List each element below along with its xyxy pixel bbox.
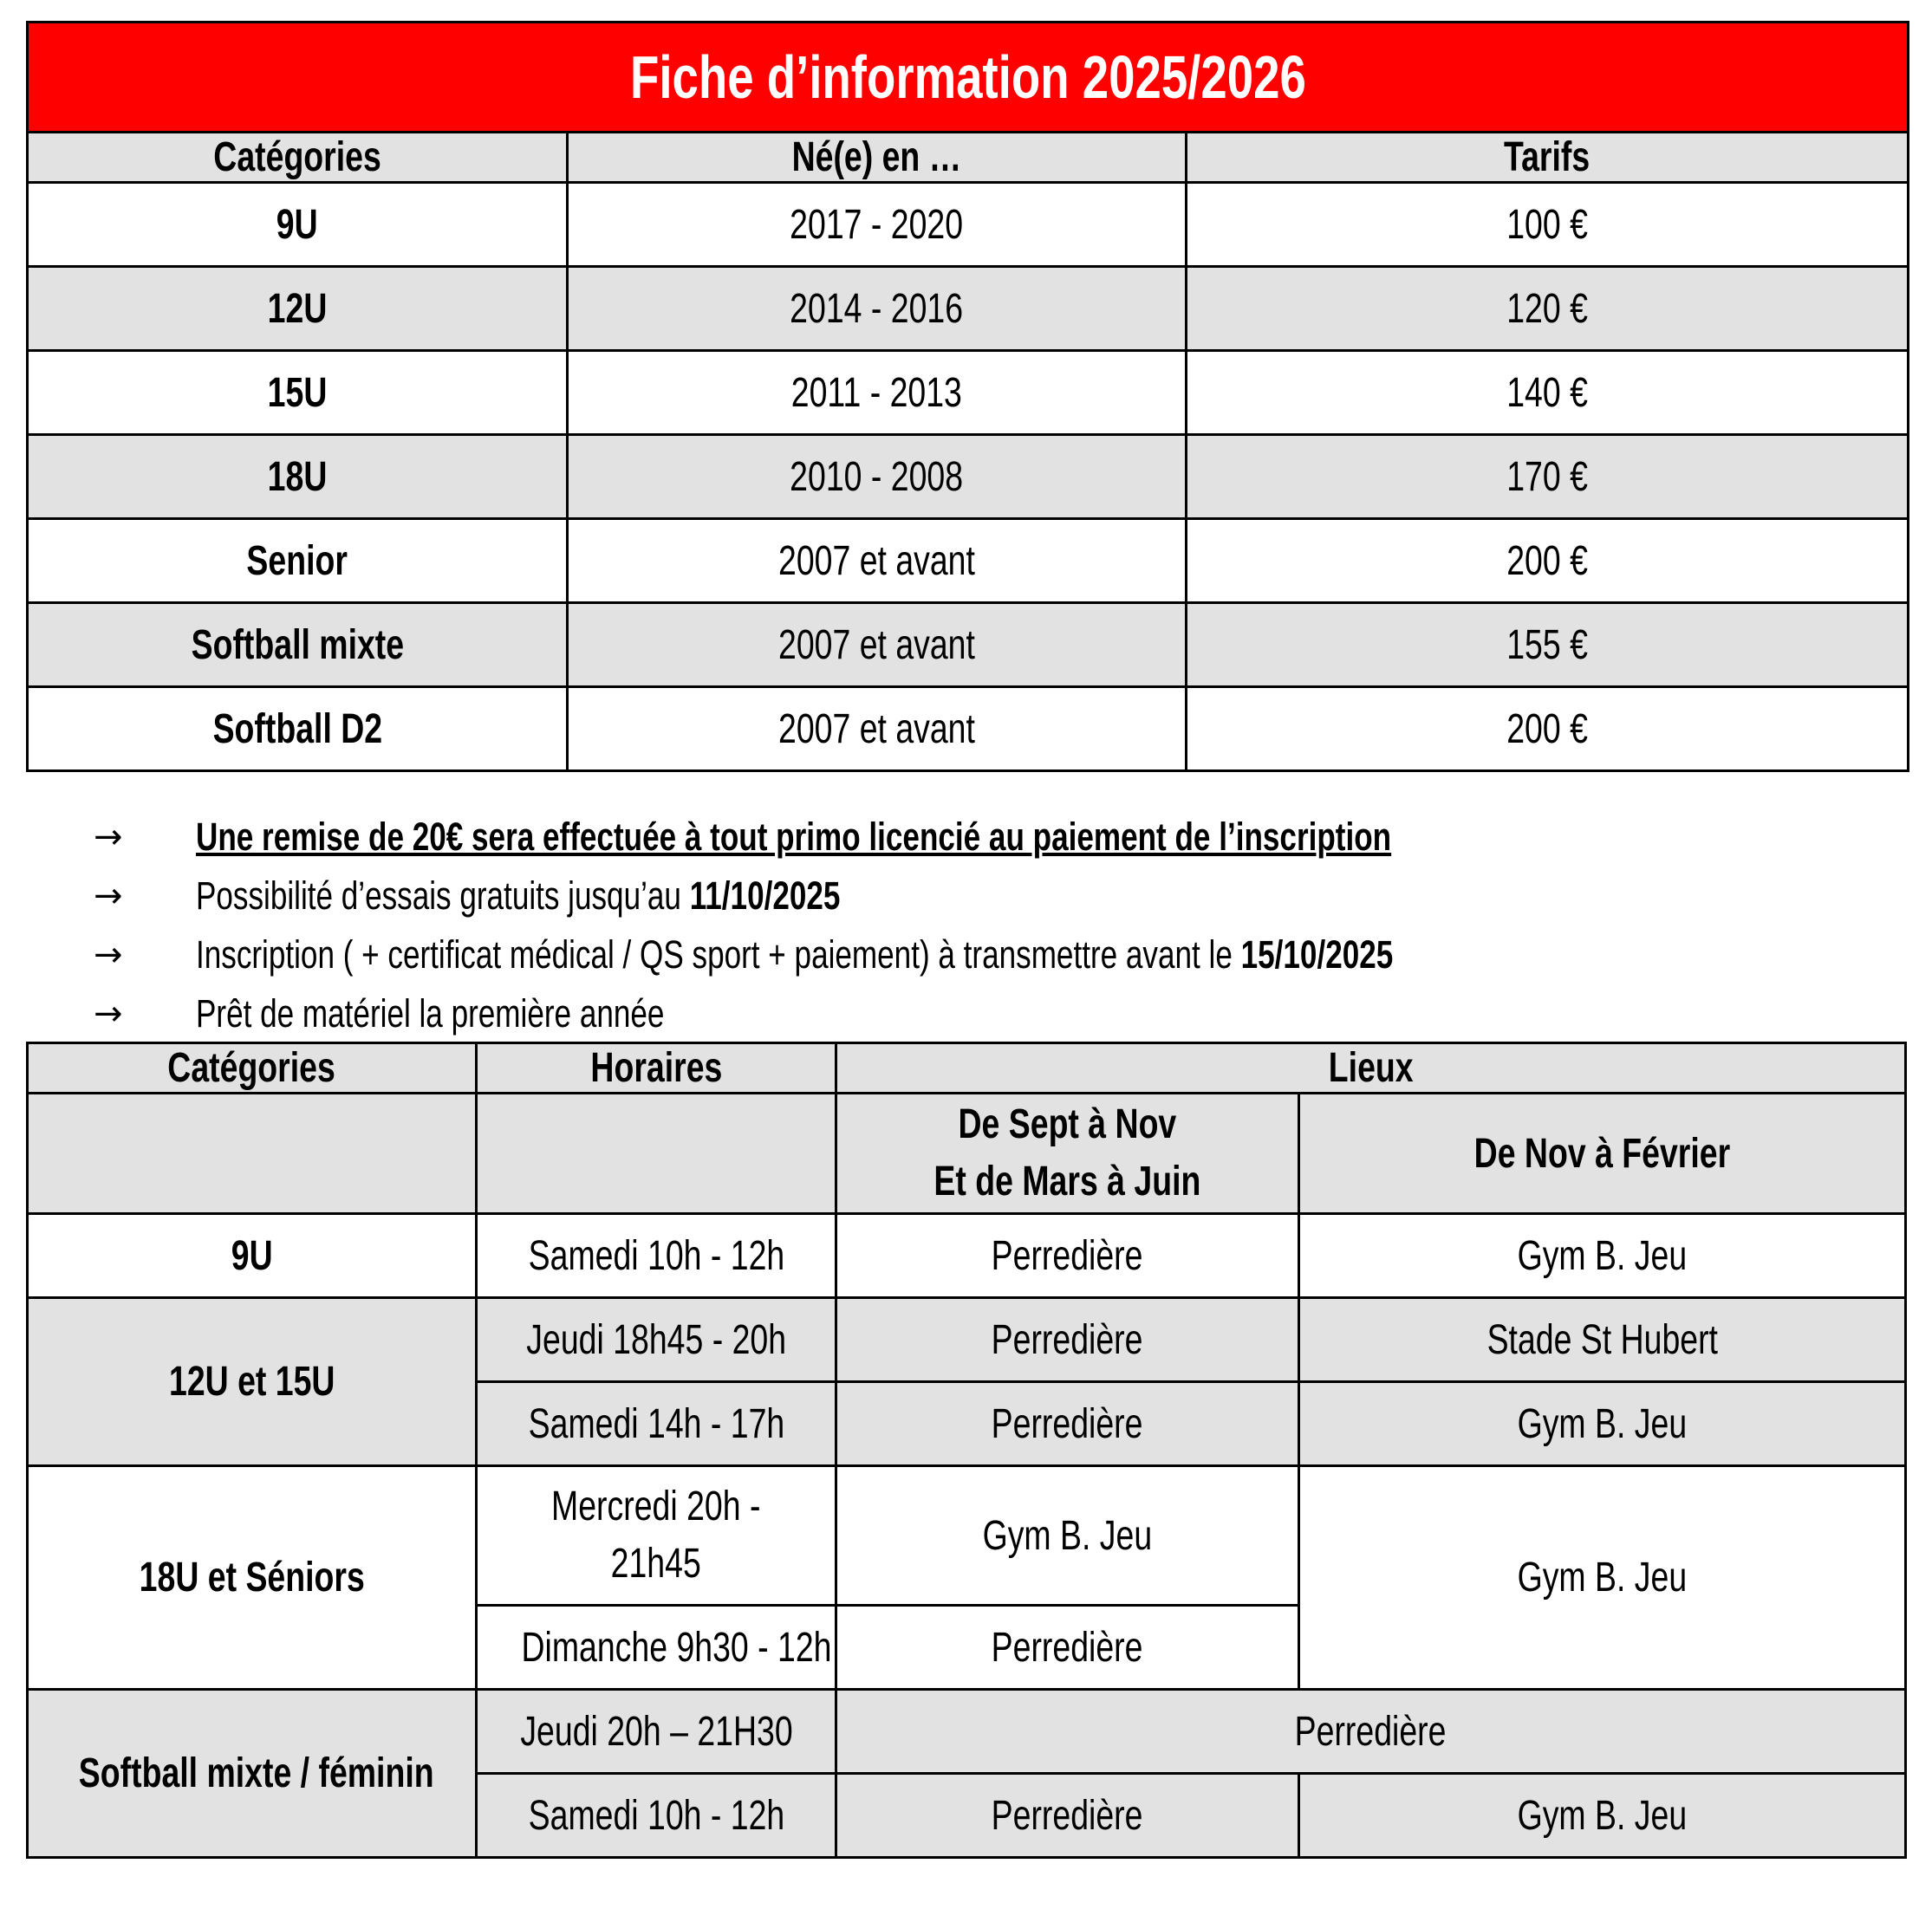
note-text: Une remise de 20€ sera effectuée à tout primo licencié au paiement de l’inscription <box>196 815 1392 859</box>
table-row <box>28 183 1909 267</box>
place-cell: Gym B. Jeu <box>1299 1466 1906 1690</box>
category-cell: Softball mixte <box>28 603 568 687</box>
price-cell: 170 € <box>1187 435 1909 519</box>
table-row <box>28 603 1909 687</box>
category-cell: Senior <box>28 519 568 603</box>
table-row <box>28 351 1909 435</box>
table-row <box>28 687 1909 771</box>
birth-years-cell: 2007 et avant <box>568 603 1187 687</box>
header-tarifs: Tarifs <box>1187 133 1909 183</box>
header-lieux: Lieux <box>836 1043 1906 1094</box>
category-cell: 9U <box>28 1214 477 1298</box>
note-text: Possibilité d’essais gratuits jusqu’au 11/10/2025 <box>196 873 841 918</box>
note-discount <box>94 808 1914 867</box>
place-cell: Perredière <box>836 1298 1299 1382</box>
place-cell: Gym B. Jeu <box>1299 1214 1906 1298</box>
place-cell: Gym B. Jeu <box>1299 1382 1906 1466</box>
time-cell: Jeudi 18h45 - 20h <box>477 1298 836 1382</box>
note-equipment-loan <box>94 984 1914 1043</box>
category-cell: 18U et Séniors <box>28 1466 477 1690</box>
category-cell: 12U et 15U <box>28 1298 477 1466</box>
arrow-right-icon: → <box>94 994 123 1034</box>
title-row <box>28 23 1909 133</box>
price-cell: 200 € <box>1187 519 1909 603</box>
note-text: Prêt de matériel la première année <box>196 991 665 1036</box>
time-cell: Jeudi 20h – 21H30 <box>477 1690 836 1774</box>
table-row <box>28 1298 1906 1382</box>
place-cell: Perredière <box>836 1690 1906 1774</box>
price-cell: 120 € <box>1187 267 1909 351</box>
place-cell: Perredière <box>836 1382 1299 1466</box>
table-row <box>28 1466 1906 1606</box>
time-cell: Samedi 10h - 12h <box>477 1774 836 1858</box>
time-cell: Samedi 14h - 17h <box>477 1382 836 1466</box>
table-row <box>28 519 1909 603</box>
place-cell: Gym B. Jeu <box>1299 1774 1906 1858</box>
category-cell: 9U <box>28 183 568 267</box>
category-cell: Softball D2 <box>28 687 568 771</box>
price-cell: 200 € <box>1187 687 1909 771</box>
header-period-nov-fev: De Nov à Février <box>1299 1094 1906 1214</box>
header-categories: Catégories <box>28 133 568 183</box>
price-cell: 100 € <box>1187 183 1909 267</box>
arrow-right-icon: → <box>94 935 123 975</box>
time-cell: Dimanche 9h30 - 12h <box>477 1606 836 1690</box>
tarifs-table <box>26 21 1909 772</box>
tarifs-header-row <box>28 133 1909 183</box>
header-period-sept-nov: De Sept à Nov Et de Mars à Juin <box>836 1094 1299 1214</box>
time-cell: Mercredi 20h - 21h45 <box>477 1466 836 1606</box>
empty-cell <box>477 1094 836 1214</box>
birth-years-cell: 2014 - 2016 <box>568 267 1187 351</box>
place-cell: Perredière <box>836 1214 1299 1298</box>
note-date: 11/10/2025 <box>689 873 841 918</box>
table-row <box>28 1214 1906 1298</box>
category-cell: Softball mixte / féminin <box>28 1690 477 1858</box>
price-cell: 155 € <box>1187 603 1909 687</box>
table-row <box>28 435 1909 519</box>
time-cell: Samedi 10h - 12h <box>477 1214 836 1298</box>
table-row <box>28 1690 1906 1774</box>
birth-years-cell: 2007 et avant <box>568 519 1187 603</box>
header-ne-en: Né(e) en … <box>568 133 1187 183</box>
birth-years-cell: 2010 - 2008 <box>568 435 1187 519</box>
table-row <box>28 267 1909 351</box>
birth-years-cell: 2007 et avant <box>568 687 1187 771</box>
place-cell: Gym B. Jeu <box>836 1466 1299 1606</box>
note-registration <box>94 925 1914 984</box>
empty-cell <box>28 1094 477 1214</box>
schedule-subheader-row <box>28 1094 1906 1214</box>
header-horaires: Horaires <box>477 1043 836 1094</box>
header-categories: Catégories <box>28 1043 477 1094</box>
place-cell: Perredière <box>836 1774 1299 1858</box>
notes-list <box>94 808 1914 1043</box>
category-cell: 12U <box>28 267 568 351</box>
category-cell: 15U <box>28 351 568 435</box>
place-cell: Perredière <box>836 1606 1299 1690</box>
birth-years-cell: 2011 - 2013 <box>568 351 1187 435</box>
price-cell: 140 € <box>1187 351 1909 435</box>
category-cell: 18U <box>28 435 568 519</box>
arrow-right-icon: → <box>94 876 123 916</box>
birth-years-cell: 2017 - 2020 <box>568 183 1187 267</box>
page-title: Fiche d’information 2025/2026 <box>28 23 1909 133</box>
note-free-trials <box>94 867 1914 925</box>
note-date: 15/10/2025 <box>1240 932 1394 977</box>
note-text: Inscription ( + certificat médical / QS sport + paiement) à transmettre avant le 15/10/2025 <box>196 932 1394 977</box>
place-cell: Stade St Hubert <box>1299 1298 1906 1382</box>
arrow-right-icon: → <box>94 817 123 857</box>
schedule-header-row <box>28 1043 1906 1094</box>
schedule-table <box>26 1042 1907 1859</box>
